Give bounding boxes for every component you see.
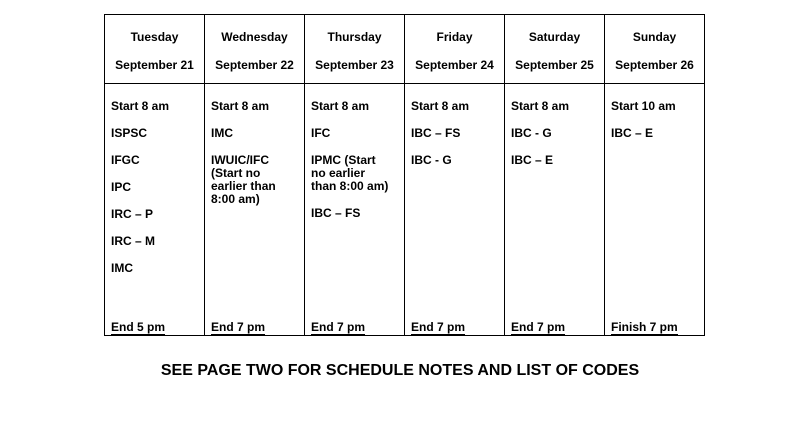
schedule-entry: IBC - G xyxy=(411,153,452,167)
schedule-entry: IRC – M xyxy=(111,234,156,248)
schedule-entry: IBC – FS xyxy=(311,206,361,220)
day-date: September 22 xyxy=(215,58,294,72)
day-name: Friday xyxy=(436,30,473,44)
schedule-entry: IBC – E xyxy=(611,126,654,140)
day-name: Saturday xyxy=(528,30,581,44)
end-time: End 7 pm xyxy=(311,320,366,334)
schedule-entry: Start 10 am xyxy=(611,99,676,113)
cell-entries xyxy=(105,84,204,275)
day-name: Wednesday xyxy=(221,30,288,44)
schedule-entry: IFC xyxy=(311,126,331,140)
day-date: September 26 xyxy=(615,58,694,72)
cell-sunday xyxy=(605,84,705,336)
schedule-entry: IPMC (Start no earlier than 8:00 am) xyxy=(311,153,389,193)
schedule-entry: IBC – FS xyxy=(411,126,461,140)
day-date: September 23 xyxy=(315,58,394,72)
schedule-entry: IBC - G xyxy=(511,126,552,140)
cell-tuesday xyxy=(105,84,205,336)
end-time: Finish 7 pm xyxy=(611,320,678,334)
header-row xyxy=(105,15,705,84)
day-date: September 25 xyxy=(515,58,594,72)
cell-entries xyxy=(605,84,704,140)
cell-entries xyxy=(405,84,504,167)
day-date: September 21 xyxy=(115,58,194,72)
schedule-entry: IBC – E xyxy=(511,153,554,167)
schedule-entry: Start 8 am xyxy=(111,99,170,113)
header-wednesday xyxy=(205,15,305,84)
cell-entries xyxy=(505,84,604,167)
schedule-entry: Start 8 am xyxy=(311,99,370,113)
cell-saturday xyxy=(505,84,605,336)
footer-note: SEE PAGE TWO FOR SCHEDULE NOTES AND LIST OF CODES xyxy=(160,362,640,379)
header-tuesday xyxy=(105,15,205,84)
schedule-table xyxy=(104,14,705,336)
end-time: End 7 pm xyxy=(511,320,566,334)
schedule-entry: ISPSC xyxy=(111,126,148,140)
schedule-entry: IRC – P xyxy=(111,207,154,221)
header-friday xyxy=(405,15,505,84)
schedule-entry: IPC xyxy=(111,180,132,194)
day-date: September 24 xyxy=(415,58,494,72)
header-saturday xyxy=(505,15,605,84)
schedule-entry: Start 8 am xyxy=(411,99,470,113)
day-name: Thursday xyxy=(327,30,382,44)
cell-wednesday xyxy=(205,84,305,336)
end-time: End 7 pm xyxy=(411,320,466,334)
schedule-entry: Start 8 am xyxy=(211,99,270,113)
cell-entries xyxy=(205,84,304,206)
day-name: Sunday xyxy=(632,30,677,44)
schedule-entry: IMC xyxy=(111,261,133,275)
day-name: Tuesday xyxy=(130,30,179,44)
cell-entries xyxy=(305,84,404,220)
end-time: End 7 pm xyxy=(211,320,266,334)
end-time: End 5 pm xyxy=(111,320,166,334)
header-sunday xyxy=(605,15,705,84)
schedule-entry: IWUIC/IFC (Start no earlier than 8:00 am) xyxy=(211,153,276,206)
schedule-entry: IMC xyxy=(211,126,233,140)
schedule-entry: Start 8 am xyxy=(511,99,570,113)
header-thursday xyxy=(305,15,405,84)
schedule-entry: IFGC xyxy=(111,153,140,167)
cell-friday xyxy=(405,84,505,336)
cell-thursday xyxy=(305,84,405,336)
schedule-row xyxy=(105,84,705,336)
